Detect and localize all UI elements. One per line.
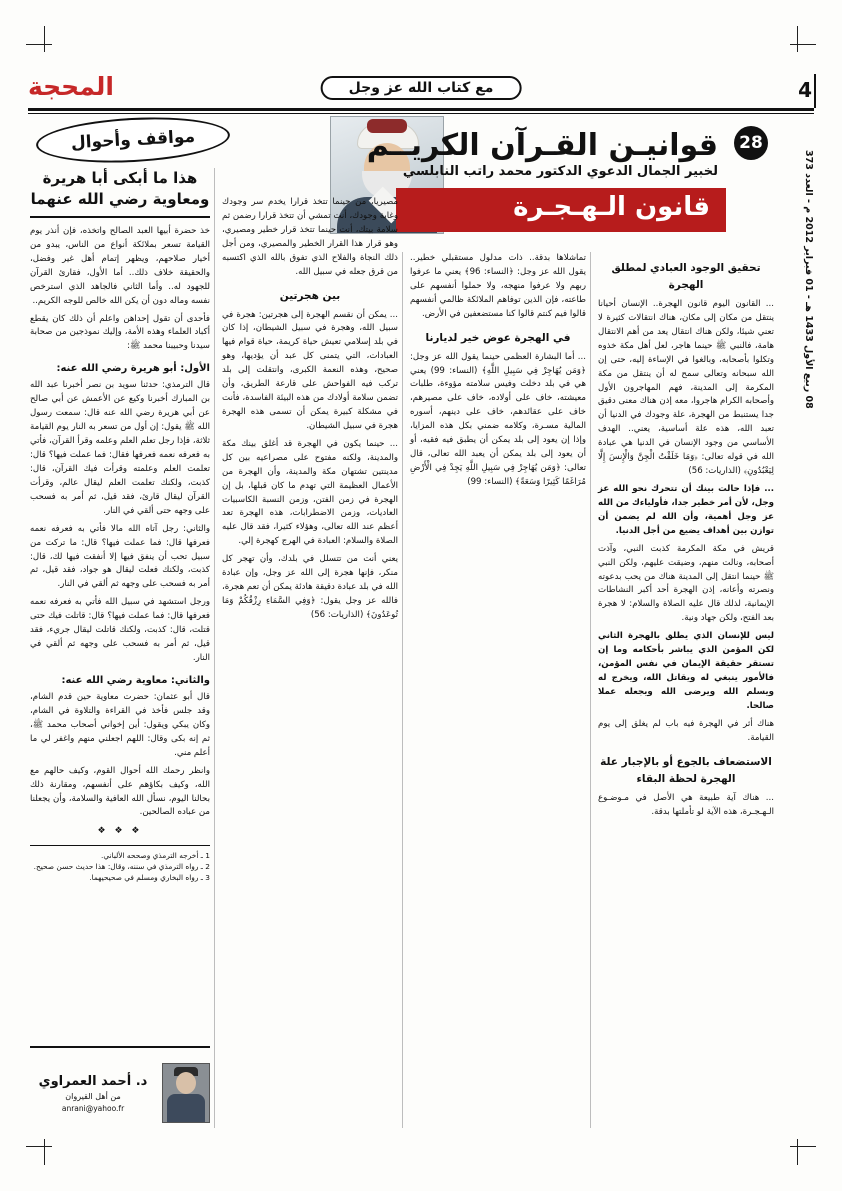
author-photo [162,1063,210,1123]
paragraph: ليس للإنسان الذي يطلق بالهجرة الثاني لكن المؤمن الذي يباشر بأحكامه وما إن تستقر حقيقة الإيمان في نفس المؤمن، فالأمور ينبغي له ويقاتل الله، ويخرج له ويسلم الله ويرضى الله ويجعله عملا صالحا. [598,631,774,711]
section-badge: مواقف وأحوال [35,113,231,167]
decorative-divider: ❖ ❖ ❖ [97,826,143,837]
paragraph: ورجل استشهد في سبيل الله فأتي به فعرفه نعمه فعرفها قال: فما عملت فيها؟ قال: قاتلت فيك حتى قتلت، قال: كذبت، ولكنك قاتلت ليقال جريء، فقد قيل، ثم أمر به فسحب على وجهه ثم ألقي في النار. [30,597,210,663]
subheading: في الهجرة عوض خير لديارنا [425,331,571,344]
paragraph: والثاني: رجل آتاه الله مالا فأتي به فعرفه نعمه فعرفها قال: فما عملت فيها؟ قال: ما تركت من سبيل تحب أن ينفق فيها إلا أنفقت فيها لك، قال: كذبت، ولكنك فعلت ليقال هو جواد، فقد قيل، ثم أمر به فسحب على وجهه ثم ألقي في النار. [30,523,210,590]
crop-mark [44,1139,45,1165]
paragraph: قريش في مكة المكرمة كذبت النبي، وآذت أصحابه، ونالت منهم، وضيقت عليهم، ولكن النبي ﷺ حينما انتقل إلى المدينة هناك من يحب بدعوته ونصرته وأعانه، إذن الهجرة أحد أكبر النشاطات الإيمانية، لذلك قال عليه الصلاة والسلام: لا هجرة بعد الفتح، ولكن جهاد ونية. [598,543,774,624]
article-band-title: قانون الـهـجـرة [513,192,710,222]
paragraph: قال أبو عثمان: حضرت معاوية حين قدم الشام، وقد جلس فأخذ في القراءة والتلاوة في الشام، وكان يبكي ويقول: أين إخواني أصحاب محمد ﷺ، ثم إنه بكى وقال: اللهم اجعلني منهم واغفر لي ما أعلم مني. [30,692,210,758]
rule [30,216,210,218]
column-four [598,252,774,1136]
paragraph: ... فإذا حالت بينك أن تتحرك نحو الله عز وجل، لأن أمر خطير جدا، فأولياءك من الله عز وجل أهمية، وأن الله لم يضمن أن توازن بين أهداف يضيع من أجل الدنيا. [598,483,774,536]
paragraph: قال الترمذي: حدثنا سويد بن نصر أخبرنا عبد الله بن المبارك أخبرنا وكيع عن الأعمش عن أبي صالح عن أبي هريرة رضي الله عنه قال: سمعت رسول الله ﷺ يقول: إن أول من تسعر به النار يوم القيامة ثلاثة، فإذا رجل تعلم العلم وعلمه وقرأ القرآن، فأتي به فعرفه نعمه فعرفها فقال: فما عملت فيها؟ قال: تعلمت العلم وعلمته وقرأت فيك القرآن، قال: كذبت، ولكنك تعلمت العلم ليقال عالم، وقرأت القرآن ليقال قارئ، فقد قيل، ثم أمر به فسحب على وجهه حتى ألقي في النار. [30,380,210,516]
footnote-item: 1 ـ أخرجه الترمذي وصححه الألباني. [101,850,210,860]
column-separator [402,252,403,1128]
issue-date-strip [784,150,814,490]
masthead-section-tag: مع كتاب الله عز وجل [321,76,522,100]
footnotes [30,845,210,883]
col1-heading-line2: ومعاوية رضي الله عنهما [30,190,210,208]
paragraph: هناك أثر في الهجرة فيه باب لم يغلق إلى يوم القيامة. [598,718,774,743]
footnote-item: 2 ـ رواه الترمذي في سننه، وقال: هذا حديث حسن صحيح. [33,862,210,872]
page-number: 4 [798,78,812,102]
column-separator [214,168,215,1128]
masthead-rule [28,108,814,111]
paragraph: خذ حضرة أبيها العبد الصالح واتخذه، فإن أنذر يوم القيامة تسعر بملائكة أنواع من الناس، يبدو من أخيار صلاحهم، ويظهر إتمام أهل غير وفضل، والحقيقة خلاف ذلك.. أما الأول، فقارئ القرآن للجهود له.. وأما الثاني فالجاهد الذي استرخص نفسه وماله دون أن يكن الله خالص للوجه الكريم.. [30,226,210,306]
footnote-item: 3 ـ رواه البخاري ومسلم في صحيحيهما. [89,873,210,883]
paragraph: وانظر رحمك الله أحوال القوم، وكيف حالهم مع الله، وكيف بكاؤهم على أنفسهم، ومقارنة ذلك بحالنا اليوم، نسأل الله العافية والسلامة، وأن يجعلنا من عباده الصالحين. [30,765,210,818]
crop-mark [797,26,798,52]
paragraph: ... هناك آية طبيعة هي الأصل في مـوضـوع الـهـجـرة، هذه الآية لو تأملتها بدقة. [598,792,774,817]
crop-mark [797,1139,798,1165]
crop-mark [790,44,816,45]
paragraph: يعني أنت من تتسلل في بلدك، وأن تهجر كل منكر، فإنها هجرة إلى الله عز وجل، وإن عبادة الله في بلد عبادة دقيقة هادئة يمكن أن تعم هجرة، فالله عز وجل يقول: ﴿وَفِي السَّمَاءِ رِزْقُكُمْ وَمَا تُوعَدُونَ﴾ (الذاريات: 56) [222,554,398,620]
subheading: والثاني: معاوية رضي الله عنه: [61,674,210,686]
author-email: anrani@yahoo.fr [61,1104,125,1114]
subheading: بين هجرتين [279,289,341,302]
newspaper-logo: المحجة [28,72,114,101]
paragraph: مصيريا، من حينما تتخذ قرارا يخدم سر وجودك وغاية وجودك، أنت تمشي أن تتخذ قرارا رضمن ثم سلامة بيتك، أنت حينما تتخذ قرار خطير ومصيري، وهو قرار هذا القرار الخطير والمصيري، ومن أجل ذلك النجاة والفلاح الذي تفوق بالله الذي اكتسبه من قرق جعله في سبيل الله. [222,197,398,277]
author-affiliation: من أهل القيروان [65,1092,121,1102]
author-meta [30,1072,156,1115]
subheading: تحقيق الوجود العبادي لمطلق الهجرة [611,262,761,291]
crop-mark [44,26,45,52]
masthead-rule-thin [28,113,814,114]
col1-heading-line1: هذا ما أبكى أبا هريرة [42,169,198,187]
masthead [28,72,814,114]
paragraph: ... يمكن أن نقسم الهجرة إلى هجرتين: هجرة في سبيل الله، وهجرة في سبيل الشيطان، إذا كان في بلد إسلامي تعيش حياة كريمة، حياة قوام فيها العبادات، التي يتمنى كل عبد أن يؤديها، وهو صحيح، وهذه النعمة الكبرى، وانتقلت إلى بلد تركب فيه الفواحش على قارعة الطريق، وأن تضمن سلامة أولادك من هذه البيئة الفاسدة، فأنت في مشكلة كبيرة يمكن أن تسمى هذه الهجرة هجرة في سبيل الشيطان. [222,309,398,431]
paragraph: ... القانون اليوم قانون الهجرة.. الإنسان أحيانا ينتقل من مكان إلى مكان، هناك انتقالات كثيرة لا تعني شيئا، ولكن هناك انتقال يعد من أهم الانتقال هامة، فالنبي ﷺ حينما هاجر، لعل أهل مكة خذوه وتكلوا بأصحابه، وبالغوا في الإساءة إليه، حتى إن الله سبحانه وتعالى سمح له أن ينتقل من مكة المكرمة إلى المدينة، فهم المهاجرون الأول وأصحابه الكرام هاجروا، معه إذن هناك معنى دقيق جدا يستنبط من الهجرة، علة وجودك في الدنيا أن تعبد الله، هذه علة أساسية، يعني.. الهدف الأساسي من وجود الإنسان في الدنيا هي عبادة الله في قوله تعالى: ﴿وَمَا خَلَقْتُ الْجِنَّ وَالْإِنسَ إِلَّا لِيَعْبُدُونِ﴾ (الذاريات: 56) [598,299,774,477]
issue-date-text: 08 ربيع الأول 1433 هـ - 01 فبراير 2012 م - العدد 373 [803,150,814,409]
article-author-box [30,1046,210,1132]
paragraph: ... حينما يكون في الهجرة قد أغلق بينك مكة والمدينة، ولكنه مفتوح على مصراعيه بين كل مدينتين تشتهان مكة والمدينة، وأن الهجرة من الأعمال العظيمة التي تهدم ما كان قبلها، بل إن الهجرة في زمن الفتن، وزمن النسبة الكاسبيات العاديات، وزمن الاضطرابات، هذه الهجرة تعد أعظم عند الله تعالى، وهؤلاء كثيرا، فقد قال عليه الصلاة والسلام: العبادة في الهرج كهجرة إلي. [222,438,398,547]
subheading: الأول: أبو هريرة رضي الله عنه: [56,363,210,375]
crop-mark [26,1146,52,1147]
column-three [410,252,586,1136]
crop-mark [790,1146,816,1147]
paragraph: ... أما البشارة العظمى حينما يقول الله عز وجل: ﴿وَمَن يُهَاجِرْ فِي سَبِيلِ اللَّهِ﴾ (النساء: 99) يعني هي في بلد دخلت وفيس سلامته مؤوءة، طلبات معيشته، خاف على أولاده، خاف على مصيرهم، خاف على عقائدهم، خاف على دينهم، أسوره المالية مسـرة، وكلامه ضمني بكل هذه المزايا، وإذا إن يعود إلى بلد يمكن أن يطبق فيه فقيه، أو أن يعود إلى بلد يمكن أن يعبد الله تعالى، قال تعالى: ﴿وَمَن يُهَاجِرْ فِي سَبِيلِ اللَّهِ يَجِدْ فِي الْأَرْضِ مُرَاغَمًا كَثِيرًا وَسَعَةً﴾ (النساء: 99) [410,351,586,487]
crop-mark [26,44,52,45]
article-band [396,188,726,232]
series-number-badge: 28 [734,126,768,160]
column-abu-hurayra [30,168,210,1098]
subheading: الاستضعاف بالجوع أو بالإجبار علة الهجرة لحظة البقاء [600,755,772,785]
paragraph: فأحدى أن تقول إحداهن واعلم أن ذلك كان يقطع أكباد العلماء وهذه الأمة، وإليك نموذجين من صحابة سيدنا وحبيبنا محمد ﷺ: [30,313,210,352]
column-separator [590,252,591,1128]
article-title: قوانيـن القـرآن الكريــم [366,128,718,163]
column-two [222,196,398,1136]
page-number-rule [814,74,816,108]
author-name: د. أحمد العمراوي [38,1073,148,1089]
article-subtitle: لخبير الجمال الدعوي الدكتور محمد راتب النابلسي [402,164,718,179]
paragraph: تماشلاها بدقة.. ذات مدلول مستقبلي خطير.. يقول الله عز وجل: ﴿النساء: 96﴾ يعني ما عرفوا ربهم ولا عرفوا منهجه، ولا حملوا أنفسهم على طاعته، فإن الذين توفاهم الملائكة ظالمي أنفسهم قالوا فيم كنتم قالوا كنا مستضعفين في الأرض. [410,253,586,319]
